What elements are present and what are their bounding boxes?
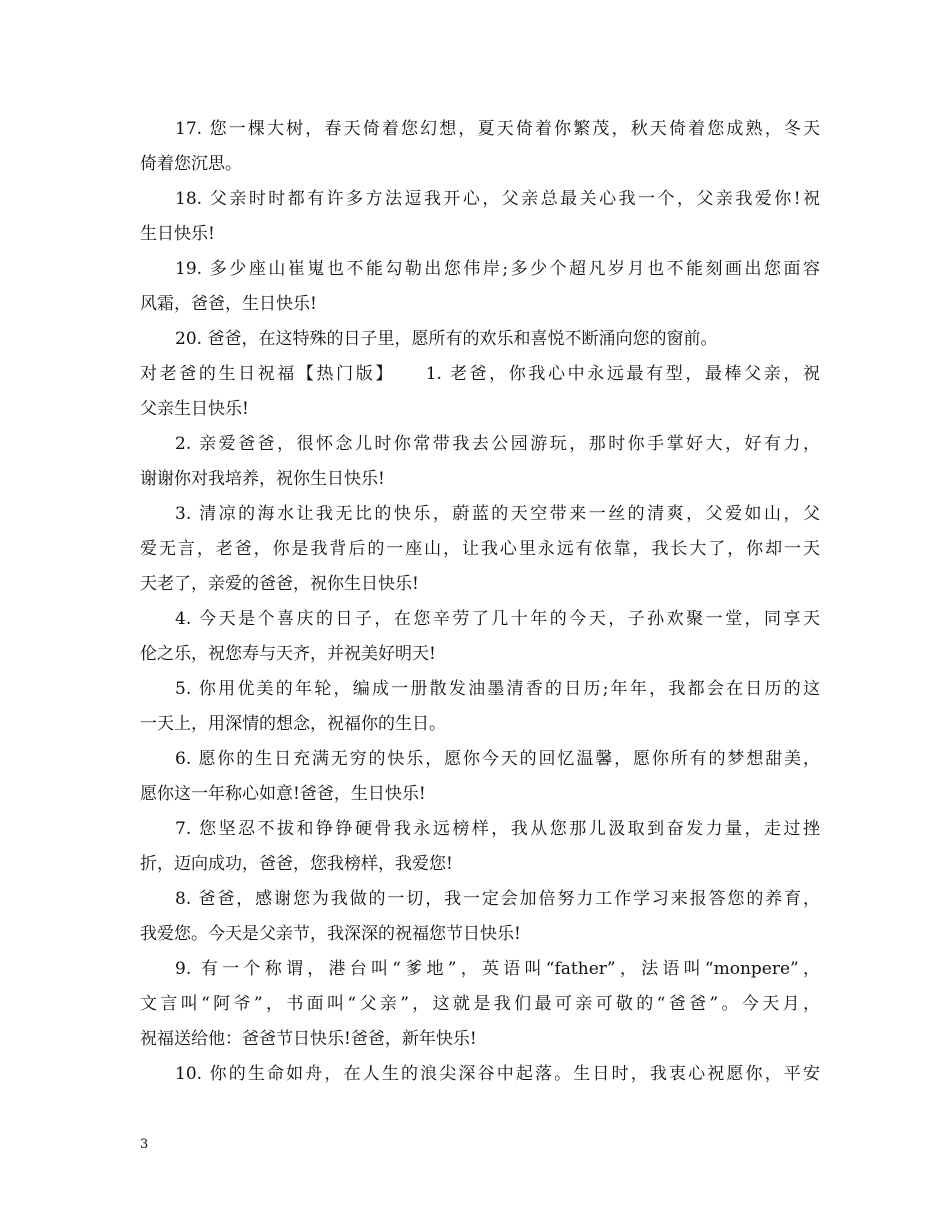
text-line: 19. 多少座山崔嵬也不能勾勒出您伟岸;多少个超凡岁月也不能刻画出您面容 [175,259,820,279]
text-line: 伦之乐，祝您寿与天齐，并祝美好明天! [140,644,436,664]
page-number: 3 [140,1137,149,1152]
text-line: 谢谢你对我培养，祝你生日快乐! [140,469,385,489]
text-line: 20. 爸爸，在这特殊的日子里，愿所有的欢乐和喜悦不断涌向您的窗前。 [175,329,718,349]
text-line: 倚着您沉思。 [140,154,242,174]
text-line: 对老爸的生日祝福【热门版】 1. 老爸，你我心中永远最有型，最棒父亲，祝 [140,364,820,384]
text-line: 爱无言，老爸，你是我背后的一座山，让我心里永远有依靠，我长大了，你却一天 [140,539,820,559]
text-line: 父亲生日快乐! [140,399,249,419]
text-line: 愿你这一年称心如意!爸爸，生日快乐! [140,784,426,804]
text-line: 折，迈向成功，爸爸，您我榜样，我爱您! [140,854,453,874]
text-line: 风霜，爸爸，生日快乐! [140,294,317,314]
text-line: 文言叫“阿爷”，书面叫“父亲”，这就是我们最可亲可敬的“爸爸”。今天月， [140,994,820,1014]
text-line: 3. 清凉的海水让我无比的快乐，蔚蓝的天空带来一丝的清爽，父爱如山，父 [175,504,820,524]
text-line: 5. 你用优美的年轮，编成一册散发油墨清香的日历;年年，我都会在日历的这 [175,679,820,699]
text-line: 10. 你的生命如舟，在人生的浪尖深谷中起落。生日时，我衷心祝愿你，平安 [175,1064,820,1084]
text-line: 4. 今天是个喜庆的日子，在您辛劳了几十年的今天，子孙欢聚一堂，同享天 [175,609,820,629]
text-line: 2. 亲爱爸爸，很怀念儿时你常带我去公园游玩，那时你手掌好大，好有力， [175,434,820,454]
text-line: 17. 您一棵大树，春天倚着您幻想，夏天倚着你繁茂，秋天倚着您成熟，冬天 [175,119,820,139]
text-line: 祝福送给他：爸爸节日快乐!爸爸，新年快乐! [140,1029,477,1049]
text-line: 生日快乐! [140,224,215,244]
text-line: 8. 爸爸，感谢您为我做的一切，我一定会加倍努力工作学习来报答您的养育， [175,889,820,909]
text-line: 6. 愿你的生日充满无穷的快乐，愿你今天的回忆温馨，愿你所有的梦想甜美， [175,749,820,769]
text-line: 一天上，用深情的想念，祝福你的生日。 [140,714,446,734]
document-body [140,112,820,1092]
text-line: 天老了，亲爱的爸爸，祝你生日快乐! [140,574,419,594]
text-line: 18. 父亲时时都有许多方法逗我开心，父亲总最关心我一个，父亲我爱你!祝 [175,189,820,209]
text-line: 9. 有一个称谓，港台叫“爹地”，英语叫“father”，法语叫“monpere”， [175,959,820,979]
text-line: 我爱您。今天是父亲节，我深深的祝福您节日快乐! [140,924,521,944]
text-line: 7. 您坚忍不拔和铮铮硬骨我永远榜样，我从您那儿汲取到奋发力量，走过挫 [175,819,820,839]
